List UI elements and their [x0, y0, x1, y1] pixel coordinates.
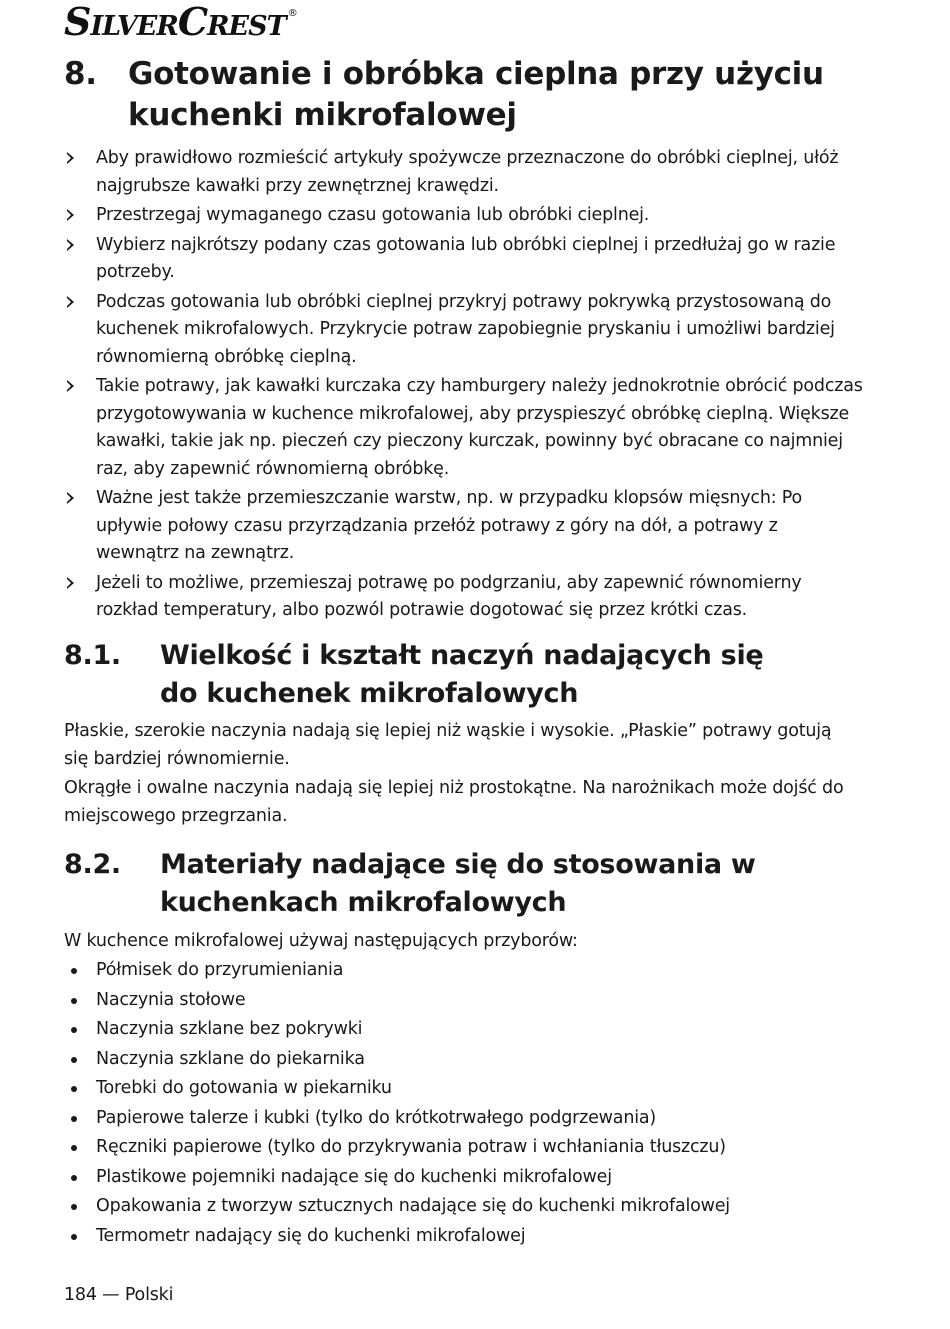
registered-mark: ® — [287, 8, 298, 19]
dot-bullet-icon — [64, 1134, 96, 1162]
section-8-2-heading — [64, 846, 884, 922]
list-item-text: Termometr nadający się do kuchenki mikrofalowej — [96, 1225, 526, 1246]
list-item — [64, 957, 864, 985]
list-item-text: Papierowe talerze i kubki (tylko do krótkotrwałego podgrzewania) — [96, 1107, 657, 1128]
list-item — [64, 570, 864, 625]
list-item-text: Naczynia stołowe — [96, 989, 246, 1010]
list-item-text: Takie potrawy, jak kawałki kurczaka czy hamburgery należy jednokrotnie obrócić podczas przygotowywania w kuchence mikrofalowej, aby przyspieszyć obróbkę cieplną. Większe kawałki, takie jak np. pieczeń czy pieczony kurczak, powinny być obracane co najmniej raz, aby zapewnić równomierną obróbkę. — [96, 376, 863, 479]
arrow-bullet-icon — [64, 145, 96, 173]
list-item-text: Opakowania z tworzyw sztucznych nadające się do kuchenki mikrofalowej — [96, 1196, 730, 1216]
section-8-2-number: 8.2. — [64, 849, 121, 880]
list-item-text: Podczas gotowania lub obróbki cieplnej przykryj potrawy pokrywką przystosowaną do kuchenek mikrofalowych. Przykrycie potraw zapobiegnie pryskaniu i umożliwi bardziej równomierną obróbkę cieplną. — [96, 291, 835, 367]
list-item-text: Wybierz najkrótszy podany czas gotowania lub obróbki cieplnej i przedłużaj go w razie potrzeby. — [96, 234, 836, 282]
list-item-text: Torebki do gotowania w piekarniku — [96, 1078, 392, 1098]
dot-bullet-icon — [64, 1193, 96, 1221]
list-item-text: Półmisek do przyrumieniania — [96, 960, 344, 980]
list-item-text: Naczynia szklane do piekarnika — [96, 1048, 365, 1069]
list-item — [64, 1164, 864, 1192]
dot-bullet-icon — [64, 1046, 96, 1074]
list-item-text: Ręczniki papierowe (tylko do przykrywania potraw i wchłaniania tłuszczu) — [96, 1137, 726, 1157]
page-footer: 184 — Polski — [64, 1285, 174, 1305]
list-item — [64, 987, 864, 1015]
section-8-title: Gotowanie i obróbka cieplna przy użyciu kuchenki mikrofalowej — [128, 56, 824, 133]
brand-logo-text: SilverCrest — [64, 0, 286, 44]
section-8-2-title: Materiały nadające się do stosowania w kuchenkach mikrofalowych — [160, 849, 756, 918]
list-item — [64, 1075, 864, 1103]
dot-bullet-icon — [64, 1105, 96, 1133]
list-item — [64, 1016, 864, 1044]
list-item-text: Przestrzegaj wymaganego czasu gotowania lub obróbki cieplnej. — [96, 205, 650, 225]
list-item — [64, 1046, 864, 1074]
list-item — [64, 145, 864, 200]
list-item — [64, 373, 864, 483]
list-item-text: Aby prawidłowo rozmieścić artykuły spożywcze przeznaczone do obróbki cieplnej, ułóż najgrubsze kawałki przy zewnętrznej krawędzi. — [96, 148, 839, 196]
dot-bullet-icon — [64, 1223, 96, 1251]
section-8-instructions-list — [64, 145, 864, 627]
list-item-text: Ważne jest także przemieszczanie warstw, np. w przypadku klopsów mięsnych: Po upływie połowy czasu przyrządzania przełóż potrawy z góry na dół, a potrawy z wewnątrz na zewnątrz. — [96, 488, 803, 563]
section-8-heading — [64, 54, 884, 136]
list-item — [64, 202, 864, 230]
section-8-1-heading — [64, 637, 884, 713]
list-item — [64, 1105, 864, 1133]
section-8-number: 8. — [64, 56, 97, 92]
list-item — [64, 1193, 864, 1221]
dot-bullet-icon — [64, 1016, 96, 1044]
list-item-text: Jeżeli to możliwe, przemieszaj potrawę po podgrzaniu, aby zapewnić równomierny rozkład temperatury, albo pozwól potrawie dogotować się przez krótki czas. — [96, 572, 802, 620]
list-item — [64, 232, 864, 287]
arrow-bullet-icon — [64, 289, 96, 317]
arrow-bullet-icon — [64, 570, 96, 598]
list-item — [64, 1134, 864, 1162]
list-item — [64, 1223, 864, 1251]
list-item — [64, 485, 864, 568]
list-item — [64, 289, 864, 372]
section-8-2-intro: W kuchence mikrofalowej używaj następujących przyborów: — [64, 931, 578, 951]
brand-logo — [64, 0, 298, 44]
dot-bullet-icon — [64, 957, 96, 985]
dot-bullet-icon — [64, 1164, 96, 1192]
section-8-1-paragraph-2: Okrągłe i owalne naczynia nadają się lepiej niż prostokątne. Na narożnikach może dojść do miejscowego przegrzania. — [64, 778, 844, 826]
section-8-1-number: 8.1. — [64, 640, 121, 671]
arrow-bullet-icon — [64, 232, 96, 260]
arrow-bullet-icon — [64, 373, 96, 401]
list-item-text: Naczynia szklane bez pokrywki — [96, 1019, 363, 1039]
dot-bullet-icon — [64, 1075, 96, 1103]
list-item-text: Plastikowe pojemniki nadające się do kuchenki mikrofalowej — [96, 1166, 612, 1187]
section-8-1-paragraph-1: Płaskie, szerokie naczynia nadają się lepiej niż wąskie i wysokie. „Płaskie” potrawy gotują się bardziej równomiernie. — [64, 721, 832, 769]
dot-bullet-icon — [64, 987, 96, 1015]
section-8-2-utensils-list — [64, 957, 864, 1252]
section-8-1-title: Wielkość i kształt naczyń nadających się do kuchenek mikrofalowych — [160, 640, 764, 709]
arrow-bullet-icon — [64, 485, 96, 513]
arrow-bullet-icon — [64, 202, 96, 230]
